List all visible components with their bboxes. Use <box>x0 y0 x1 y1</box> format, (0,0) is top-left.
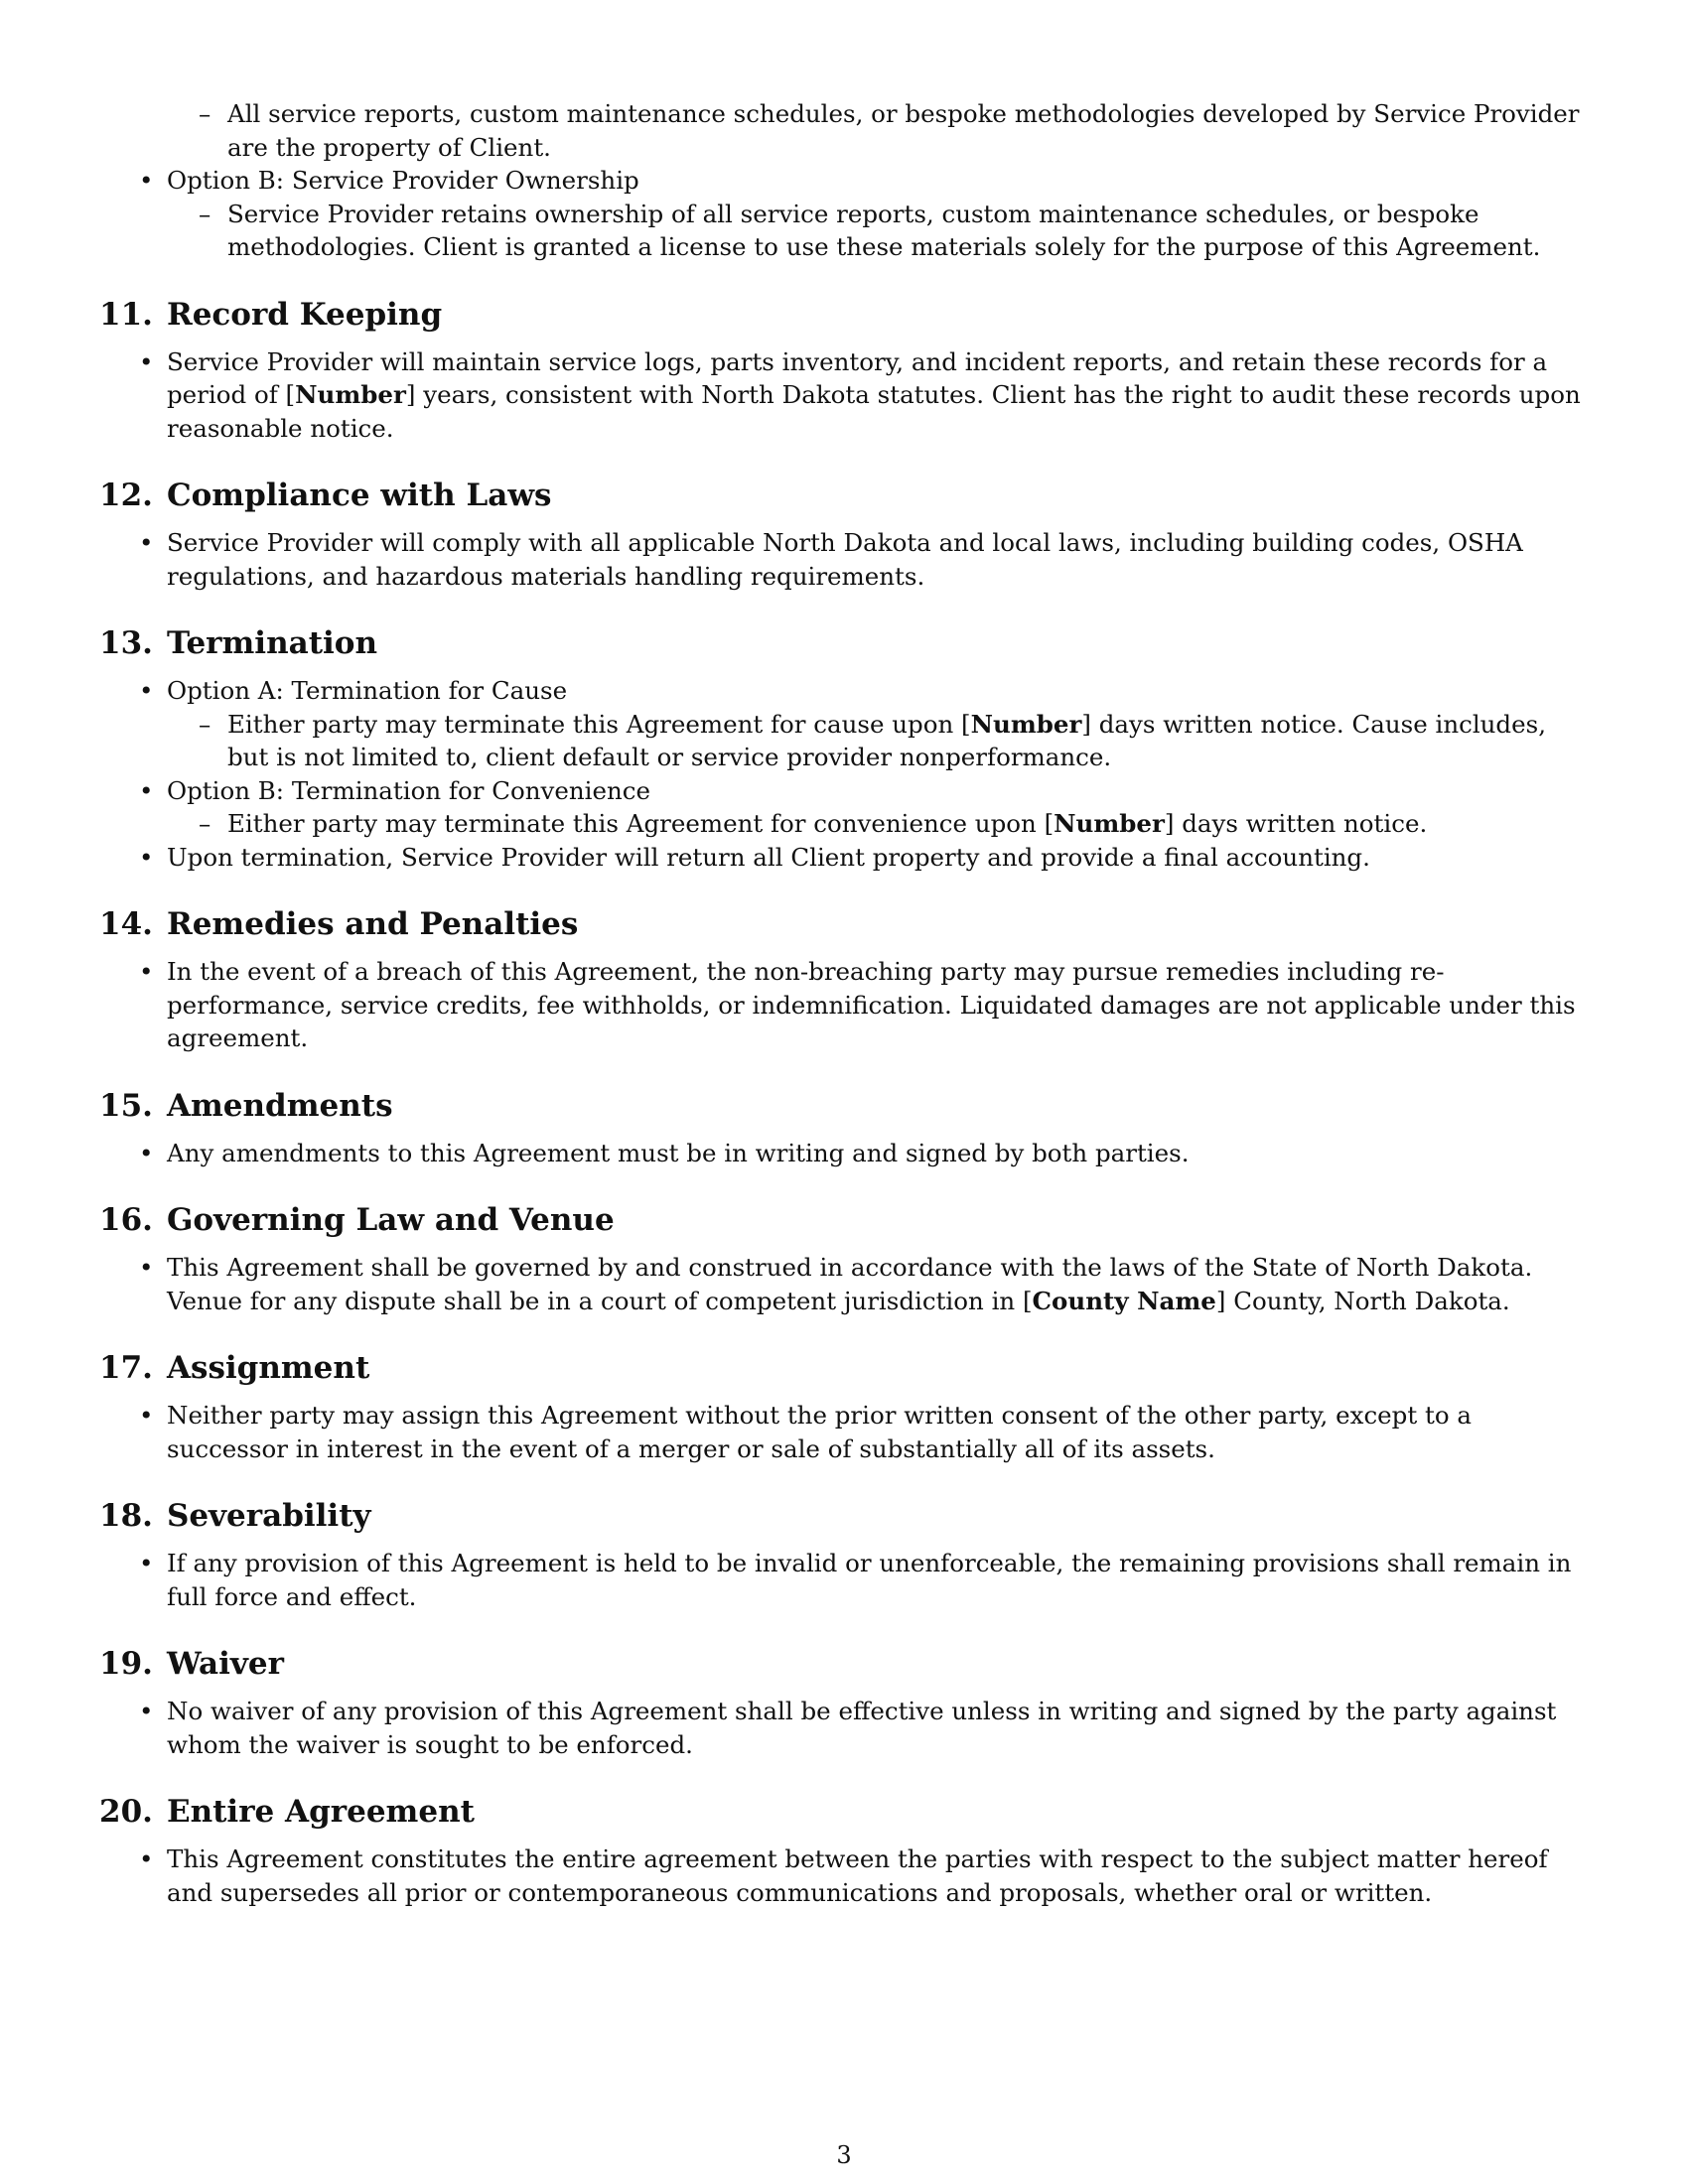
section <box>99 622 1589 874</box>
section-heading <box>99 475 1589 516</box>
text-run: Either party may terminate this Agreement for cause upon [ <box>227 709 971 739</box>
section-number: 15. <box>99 1087 153 1124</box>
section-list <box>99 1399 1589 1465</box>
section-heading <box>99 1643 1589 1685</box>
section-list <box>99 1251 1589 1317</box>
list-item-text <box>227 198 1589 264</box>
list-item <box>99 1843 1589 1909</box>
section-number: 11. <box>99 296 153 333</box>
list-item-text <box>167 1399 1589 1465</box>
section-title: Severability <box>166 1498 371 1534</box>
list-item <box>99 955 1589 1055</box>
section-number: 17. <box>99 1350 153 1386</box>
sub-list-item <box>99 198 1589 264</box>
section-number: 20. <box>99 1794 153 1830</box>
sub-list-item <box>99 97 1589 164</box>
text-run: Upon termination, Service Provider will return all Client property and provide a final accounting. <box>167 842 1370 872</box>
list-item-text <box>167 1137 1589 1170</box>
section <box>99 1347 1589 1465</box>
text-run: This Agreement shall be governed by and construed in accordance with the laws of the State of North Dakota. Venue for any dispute shall be in a court of competent jurisdiction in [ <box>167 1253 1533 1315</box>
section-heading <box>99 1791 1589 1833</box>
text-run: If any provision of this Agreement is held to be invalid or unenforceable, the remaining provisions shall remain in full force and effect. <box>167 1549 1572 1611</box>
section-list <box>99 1843 1589 1909</box>
section-title: Remedies and Penalties <box>166 906 579 942</box>
text-run: Option B: Service Provider Ownership <box>167 166 639 195</box>
section <box>99 1085 1589 1170</box>
list-item-text <box>167 774 1589 808</box>
list-item-text <box>167 1251 1589 1317</box>
text-run: Neither party may assign this Agreement without the prior written consent of the other party, except to a successor in interest in the event of a merger or sale of substantially all of its assets. <box>167 1401 1472 1463</box>
placeholder-field: Number <box>1054 809 1165 838</box>
list-item-text <box>167 1843 1589 1909</box>
list-item-text <box>167 841 1589 875</box>
text-run: ] years, consistent with North Dakota statutes. Client has the right to audit these records upon reasonable notice. <box>167 380 1581 443</box>
text-run: Either party may terminate this Agreement for convenience upon [ <box>227 809 1055 838</box>
text-run: All service reports, custom maintenance schedules, or bespoke methodologies developed by Service Provider are the property of Client. <box>227 99 1580 162</box>
section-number: 16. <box>99 1202 153 1238</box>
list-item <box>99 1251 1589 1317</box>
placeholder-field: Number <box>970 709 1082 739</box>
section-heading <box>99 294 1589 336</box>
section <box>99 475 1589 593</box>
list-item-text <box>167 345 1589 446</box>
section-number: 13. <box>99 625 153 661</box>
list-item-text <box>167 955 1589 1055</box>
section-heading <box>99 1495 1589 1537</box>
sub-list-item <box>99 708 1589 774</box>
text-run: Service Provider retains ownership of all service reports, custom maintenance schedules, or bespoke methodologies. Client is granted a license to use these materials solely for the purpose of this Agreement. <box>227 199 1541 261</box>
list-item <box>99 345 1589 446</box>
list-item <box>99 1399 1589 1465</box>
section <box>99 1791 1589 1909</box>
section-heading <box>99 1199 1589 1241</box>
section <box>99 903 1589 1055</box>
list-item-text <box>227 708 1589 774</box>
section-heading <box>99 622 1589 664</box>
sections-container <box>99 294 1589 1910</box>
text-run: ] County, North Dakota. <box>1215 1286 1510 1315</box>
list-item <box>99 1547 1589 1613</box>
section-title: Assignment <box>166 1350 370 1386</box>
section <box>99 294 1589 446</box>
sub-list-item <box>99 807 1589 841</box>
section-list <box>99 674 1589 874</box>
section-number: 14. <box>99 906 153 942</box>
section-title: Entire Agreement <box>166 1794 475 1830</box>
list-item <box>99 674 1589 708</box>
text-run: Service Provider will comply with all applicable North Dakota and local laws, including building codes, OSHA regulations, and hazardous materials handling requirements. <box>167 528 1523 591</box>
list-item-text <box>227 97 1589 164</box>
section-heading <box>99 1085 1589 1127</box>
placeholder-field: Number <box>295 380 406 409</box>
list-item <box>99 164 1589 198</box>
section-heading <box>99 903 1589 945</box>
list-item-text <box>167 674 1589 708</box>
page-number: 3 <box>836 2141 852 2169</box>
section-number: 18. <box>99 1498 153 1534</box>
placeholder-field: County Name <box>1032 1286 1216 1315</box>
list-item <box>99 841 1589 875</box>
section-title: Governing Law and Venue <box>166 1202 615 1238</box>
section-title: Record Keeping <box>166 296 443 333</box>
section <box>99 1643 1589 1761</box>
text-run: Service Provider will maintain service logs, parts inventory, and incident reports, and retain these records for a period of [ <box>167 346 1548 409</box>
section-list <box>99 526 1589 593</box>
list-item-text <box>167 1547 1589 1613</box>
list-item-text <box>167 164 1589 198</box>
section-list <box>99 1137 1589 1170</box>
section-title: Amendments <box>166 1087 393 1124</box>
list-item-text <box>167 1695 1589 1761</box>
section-number: 12. <box>99 478 153 513</box>
section-list <box>99 1547 1589 1613</box>
document-page <box>99 97 1589 1909</box>
list-item-text <box>227 807 1589 841</box>
text-run: No waiver of any provision of this Agreement shall be effective unless in writing and signed by the party against whom the waiver is sought to be enforced. <box>167 1697 1557 1759</box>
section-list <box>99 345 1589 446</box>
list-item <box>99 774 1589 808</box>
section-title: Termination <box>166 625 378 661</box>
list-item <box>99 1695 1589 1761</box>
text-run: Option A: Termination for Cause <box>167 676 568 705</box>
text-run: In the event of a breach of this Agreement, the non-breaching party may pursue remedies including re-performance, service credits, fee withholds, or indemnification. Liquidated damages are not applicable under this agreement. <box>167 957 1576 1052</box>
text-run: This Agreement constitutes the entire agreement between the parties with respect to the subject matter hereof and supersedes all prior or contemporaneous communications and proposals, whether oral or written. <box>167 1844 1548 1907</box>
section-number: 19. <box>99 1646 153 1682</box>
text-run: Any amendments to this Agreement must be in writing and signed by both parties. <box>167 1138 1190 1167</box>
continued-list <box>99 97 1589 264</box>
section <box>99 1495 1589 1613</box>
text-run: Option B: Termination for Convenience <box>167 775 650 805</box>
section-list <box>99 1695 1589 1761</box>
list-item <box>99 1137 1589 1170</box>
section-title: Compliance with Laws <box>166 478 552 513</box>
list-item <box>99 526 1589 593</box>
section-list <box>99 955 1589 1055</box>
text-run: ] days written notice. <box>1164 809 1428 838</box>
section-title: Waiver <box>166 1646 284 1682</box>
text-run: ] days written notice. Cause includes, but is not limited to, client default or service provider nonperformance. <box>227 709 1546 771</box>
section-heading <box>99 1347 1589 1389</box>
section <box>99 1199 1589 1317</box>
list-item-text <box>167 526 1589 593</box>
